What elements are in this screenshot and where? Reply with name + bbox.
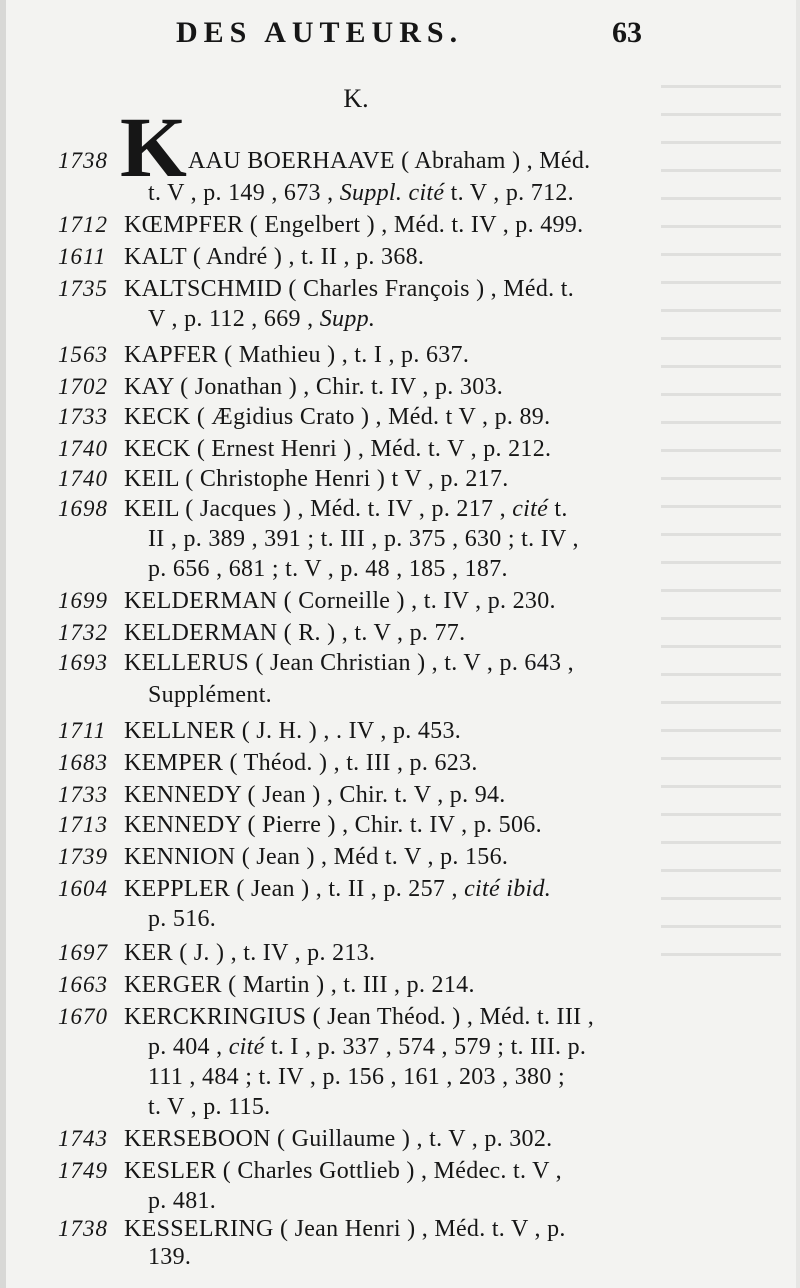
entry-line: KENNEDY ( Jean ) , Chir. t. V , p. 94. (124, 782, 506, 808)
entry-year: 1712 (58, 212, 108, 237)
entry-line: KECK ( Ægidius Crato ) , Méd. t V , p. 89. (124, 404, 551, 430)
entry-line: 139. (148, 1244, 192, 1270)
entry-year: 1604 (58, 876, 108, 901)
entry-year: 1738 (58, 1216, 108, 1241)
entry-line: t. V , p. 149 , 673 , Suppl. cité t. V , p. 712. (148, 180, 574, 206)
page-number: 63 (612, 16, 642, 49)
entry-line: KAPFER ( Mathieu ) , t. I , p. 637. (124, 342, 470, 368)
section-heading: K. (343, 84, 369, 113)
entry-year: 1683 (58, 750, 108, 775)
entry-line: KERGER ( Martin ) , t. III , p. 214. (124, 972, 475, 998)
entry-line: KESSELRING ( Jean Henri ) , Méd. t. V , p. (124, 1216, 566, 1242)
entry-year: 1697 (58, 940, 108, 965)
entry-line: 111 , 484 ; t. IV , p. 156 , 161 , 203 , 380 ; (148, 1064, 565, 1090)
entry-year: 1733 (58, 404, 108, 429)
entry-year: 1670 (58, 1004, 108, 1029)
entry-year: 1740 (58, 466, 108, 491)
entry-line: KEMPER ( Théod. ) , t. III , p. 623. (124, 750, 478, 776)
entry-line: KELDERMAN ( R. ) , t. V , p. 77. (124, 620, 466, 646)
entry-line: KELDERMAN ( Corneille ) , t. IV , p. 230. (124, 588, 556, 614)
entry-line: p. 404 , cité t. I , p. 337 , 574 , 579 ; t. III. p. (148, 1034, 587, 1060)
entry-line: p. 516. (148, 906, 217, 932)
entry-year: 1735 (58, 276, 108, 301)
entry-line: t. V , p. 115. (148, 1094, 271, 1120)
entry-line: KEIL ( Jacques ) , Méd. t. IV , p. 217 , cité t. (124, 496, 568, 522)
entry-line: KALTSCHMID ( Charles François ) , Méd. t. (124, 276, 575, 302)
entry-line: p. 656 , 681 ; t. V , p. 48 , 185 , 187. (148, 556, 508, 582)
entry-line: KERCKRINGIUS ( Jean Théod. ) , Méd. t. III , (124, 1004, 595, 1030)
entry-year: 1733 (58, 782, 108, 807)
entry-year: 1749 (58, 1158, 108, 1183)
entry-line: KECK ( Ernest Henri ) , Méd. t. V , p. 212. (124, 436, 552, 462)
entry-line: II , p. 389 , 391 ; t. III , p. 375 , 630 ; t. IV , (148, 526, 579, 552)
entry-year: 1732 (58, 620, 108, 645)
entry-line: KAY ( Jonathan ) , Chir. t. IV , p. 303. (124, 374, 504, 400)
entry-year: 1738 (58, 148, 108, 173)
entry-year: 1698 (58, 496, 108, 521)
entry-year: 1693 (58, 650, 108, 675)
entry-line: KENNEDY ( Pierre ) , Chir. t. IV , p. 506. (124, 812, 542, 838)
entry-line: KERSEBOON ( Guillaume ) , t. V , p. 302. (124, 1126, 553, 1152)
entry-year: 1740 (58, 436, 108, 461)
entry-line: KŒMPFER ( Engelbert ) , Méd. t. IV , p. 499. (124, 212, 584, 238)
entry-year: 1713 (58, 812, 108, 837)
entry-line: KELLERUS ( Jean Christian ) , t. V , p. 643 , (124, 650, 574, 676)
entry-year: 1739 (58, 844, 108, 869)
entry-line: KALT ( André ) , t. II , p. 368. (124, 244, 425, 270)
drop-cap: K (120, 99, 187, 195)
entry-line: V , p. 112 , 669 , Supp. (148, 306, 376, 332)
entry-year: 1663 (58, 972, 108, 997)
entry-year: 1611 (58, 244, 107, 269)
entry-line: Supplément. (148, 682, 272, 708)
entry-line: AAU BOERHAAVE ( Abraham ) , Méd. (188, 148, 591, 174)
entry-line: KER ( J. ) , t. IV , p. 213. (124, 940, 376, 966)
entry-line: p. 481. (148, 1188, 217, 1214)
entry-year: 1699 (58, 588, 108, 613)
running-title: DES AUTEURS. (176, 16, 464, 49)
author-index (6, 0, 800, 1288)
entry-line: KELLNER ( J. H. ) , . IV , p. 453. (124, 718, 462, 744)
entry-year: 1743 (58, 1126, 108, 1151)
entry-line: KESLER ( Charles Gottlieb ) , Médec. t. V , (124, 1158, 562, 1184)
entry-line: KEIL ( Christophe Henri ) t V , p. 217. (124, 466, 509, 492)
entry-year: 1711 (58, 718, 107, 743)
entry-line: KEPPLER ( Jean ) , t. II , p. 257 , cité ibid. (124, 876, 552, 902)
entry-year: 1563 (58, 342, 108, 367)
entry-year: 1702 (58, 374, 108, 399)
entry-line: KENNION ( Jean ) , Méd t. V , p. 156. (124, 844, 509, 870)
